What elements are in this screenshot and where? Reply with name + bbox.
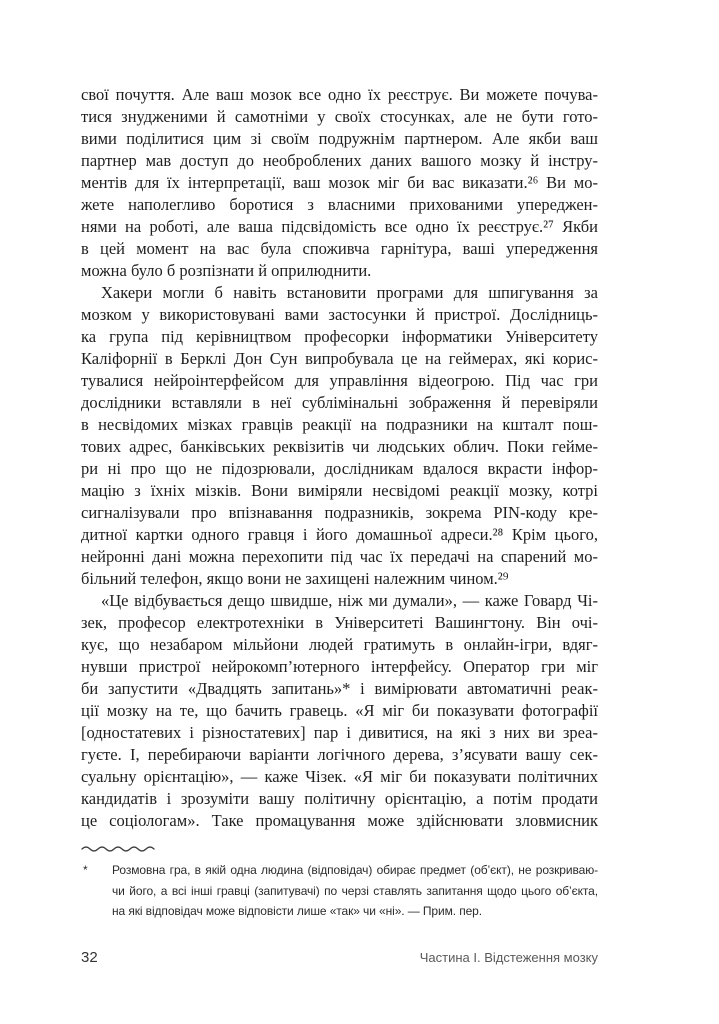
text-line: свої почуття. Але ваш мозок все одно їх реєструє. Ви можете почува- [81,85,598,104]
running-head: Частина I. Відстеження мозку [419,950,598,965]
text-line: тових адрес, банківських реквізитів чи людських облич. Поки гейме- [81,437,598,456]
text-line: жете наполегливо боротися з власними прихованими упереджен- [81,195,598,214]
text-line: дитної картки одного гравця і його домашньої адреси.²⁸ Крім цього, [81,525,598,544]
text-line: сигналізували про впізнавання подразників, зокрема PIN-коду кре- [81,503,598,522]
text-line: можна було б розпізнати й оприлюднити. [81,261,372,280]
footnote-text [112,860,598,922]
text-line: ри ні про що не підозрювали, дослідникам вдалося вкрасти інфор- [81,459,598,478]
text-line: би запустити «Двадцять запитань»* і вимірювати автоматичні реак- [81,679,598,698]
text-line: ції мозку на те, що бачить гравець. «Я міг би показувати фотографії [81,701,598,720]
footnote-area [81,844,598,922]
text-line: це соціологам». Таке промацування може здійснювати зловмисник [81,811,598,830]
text-line: нувши пристрої нейрокомп’ютерного інтерфейсу. Оператор гри міг [81,657,598,676]
text-line: Розмовна гра, в якій одна людина (відповідач) обирає предмет (об’єкт), не розкриваю- [112,863,598,877]
text-line: ка група під керівництвом професорки інформатики Університету [81,327,598,346]
text-line: зек, професор електротехніки в Університеті Вашингтону. Він очі- [81,613,598,632]
text-line: Каліфорнії в Берклі Дон Сун випробувала це на геймерах, які корис- [81,349,598,368]
footnote-marker: * [83,863,88,877]
footnote-separator-squiggle [81,844,159,852]
text-line: кує, що незабаром мільйони людей гратимуть в онлайн-ігри, вдяг- [81,635,598,654]
text-line: тувалися нейроінтерфейсом для управління відеогрою. Під час гри [81,371,598,390]
text-line: на які відповідач може відповісти лише «так» чи «ні». — Прим. пер. [112,904,482,918]
page-text [81,84,598,832]
text-line: в цей момент на вас була споживча гарнітура, ваші упередження [81,239,598,258]
text-line: мацію з їхніх мізків. Вони виміряли несвідомі реакції мозку, котрі [81,481,598,500]
text-line: партнер мав доступ до необроблених даних вашого мозку й інстру- [81,151,598,170]
text-line: чи його, а всі інші гравці (запитувачі) по черзі ставлять запитання щодо цього об’єкта, [112,883,598,898]
text-line: тися знудженими й самотніми у своїх стосунках, але не бути гото- [81,107,598,126]
text-line: [одностатевих і різностатевих] пар і дивитися, на які з них ви зреа- [81,723,598,742]
text-line: «Це відбувається дещо швидше, ніж ми думали», — каже Говард Чі- [101,591,598,610]
paragraph [81,282,598,590]
text-line: гуєте. І, перебираючи варіанти логічного дерева, з’ясувати вашу сек- [81,745,598,764]
text-line: нями на роботі, але ваша підсвідомість все одно їх реєструє.²⁷ Якби [81,217,598,236]
paragraph [81,84,598,282]
footnote [81,860,598,922]
text-line: ментів для їх інтерпретації, ваш мозок міг би вас виказати.²⁶ Ви мо- [81,173,598,192]
text-line: в несвідомих мізках гравців реакції на подразники на кшталт пош- [81,415,598,434]
text-line: нейронні дані можна перехопити під час їх передачі на спарений мо- [81,547,598,566]
paragraph [81,590,598,832]
text-line: дослідники вставляли в неї сублімінальні зображення й перевіряли [81,393,598,412]
text-line: суальну орієнтацію», — каже Чізек. «Я міг би показувати політичних [81,767,598,786]
text-line: вими поділитися цим зі своїм подружнім партнером. Але якби ваш [81,129,598,148]
text-line: Хакери могли б навіть встановити програми для шпигування за [101,283,598,302]
text-line: мозком у використовувані вами застосунки й пристрої. Дослідниць- [81,305,598,324]
page-footer [81,949,598,966]
text-line: кандидатів і зрозуміти вашу політичну орієнтацію, а потім продати [81,789,598,808]
page-number: 32 [81,949,98,966]
text-line: більний телефон, якщо вони не захищені належним чином.²⁹ [81,569,509,588]
